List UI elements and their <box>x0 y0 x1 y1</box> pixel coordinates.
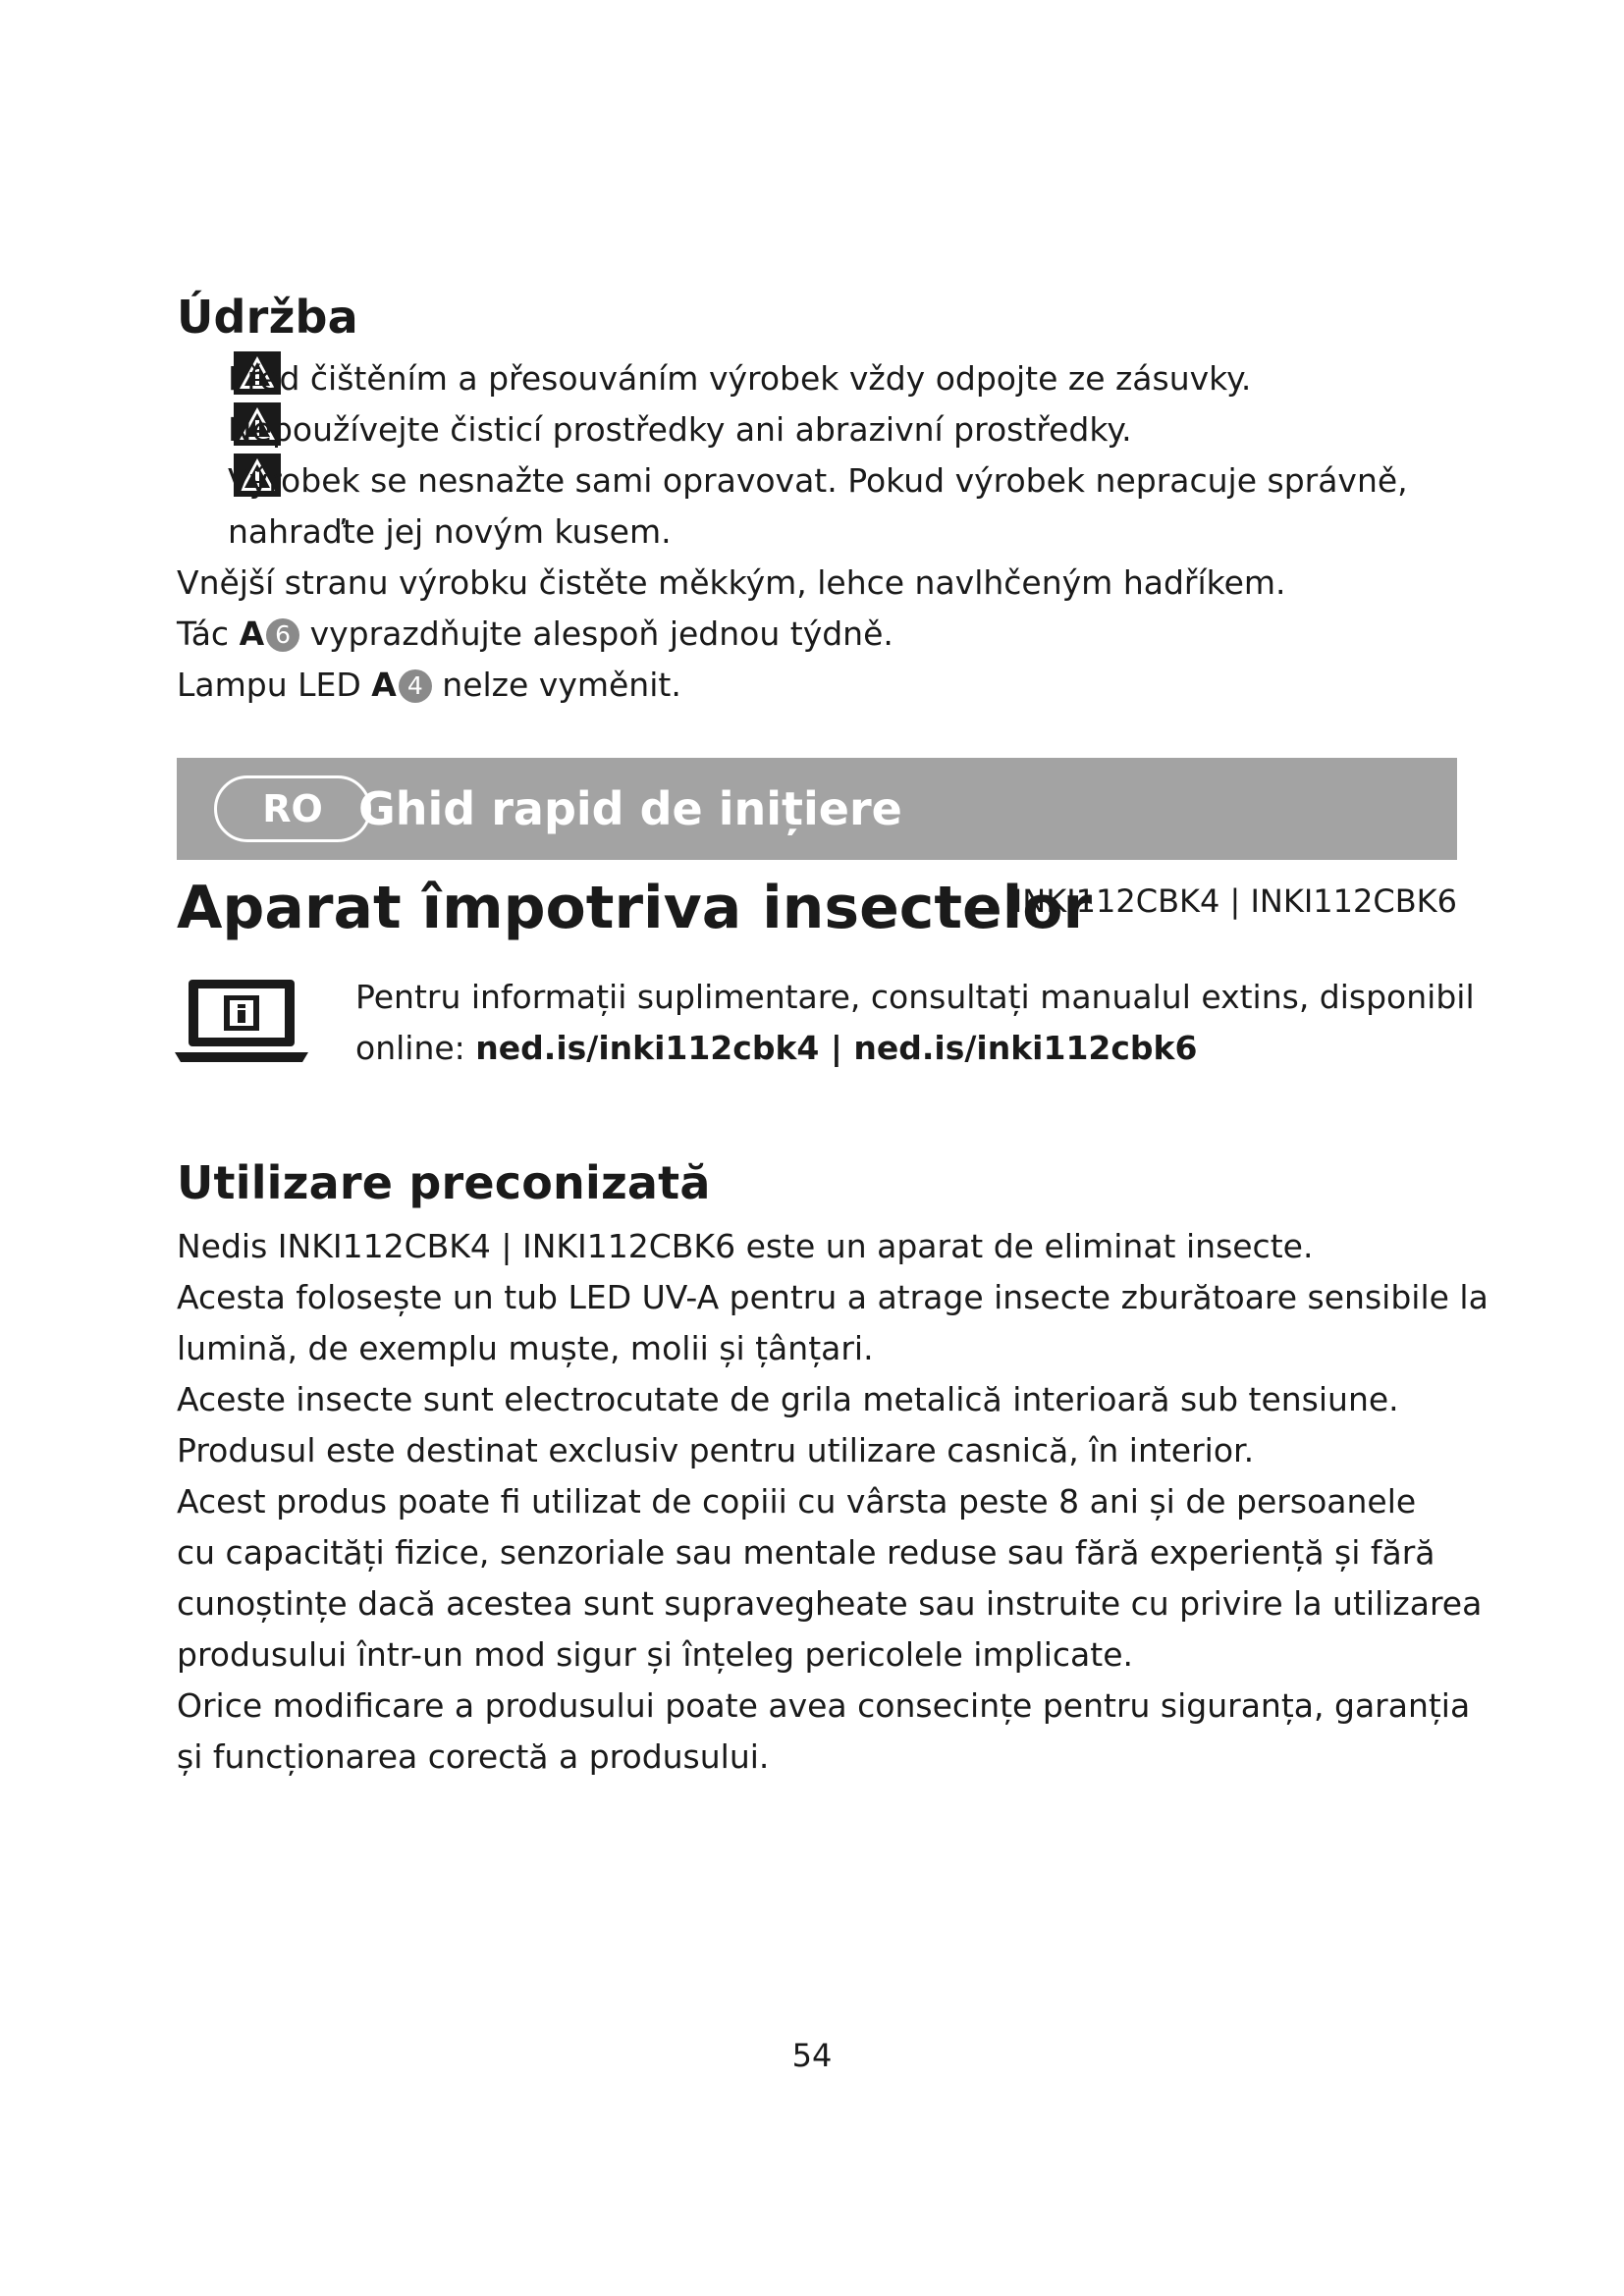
led-ref: A <box>371 666 397 704</box>
language-banner <box>177 758 1457 860</box>
tray-number-badge: 6 <box>266 618 299 652</box>
paragraph-line: Produsul este destinat exclusiv pentru utilizare casnică, în interior. <box>177 1431 1255 1469</box>
warning-text-3-continued: nahraďte jej novým kusem. <box>228 512 672 551</box>
banner-title: Ghid rapid de inițiere <box>358 782 902 835</box>
info-link[interactable]: ned.is/inki112cbk4 | ned.is/inki112cbk6 <box>475 1029 1198 1067</box>
warning-text-1: Před čištěním a přesouváním výrobek vždy odpojte ze zásuvky. <box>228 359 1252 398</box>
paragraph-line: și funcționarea corectă a produsului. <box>177 1737 770 1776</box>
info-line: Pentru informații suplimentare, consultați manualul extins, disponibil <box>355 978 1475 1016</box>
model-codes: INKI112CBK4 | INKI112CBK6 <box>1012 882 1457 920</box>
tray-ref: A <box>239 614 265 653</box>
product-title: Aparat împotriva insectelor <box>177 874 1093 942</box>
paragraph-line: lumină, de exemplu muște, molii și țânțari. <box>177 1329 874 1367</box>
led-number-badge: 4 <box>399 669 432 703</box>
led-text-pre: Lampu LED <box>177 666 372 704</box>
intended-use-heading: Utilizare preconizată <box>177 1156 711 1209</box>
tray-instruction <box>177 609 893 660</box>
warning-text-2: Nepoužívejte čisticí prostředky ani abrazivní prostředky. <box>228 410 1132 449</box>
paragraph-line: Aceste insecte sunt electrocutate de grila metalică interioară sub tensiune. <box>177 1380 1399 1418</box>
led-text-post: nelze vyměnit. <box>431 666 681 704</box>
language-code-badge: RO <box>214 775 371 842</box>
paragraph-line: Nedis INKI112CBK4 | INKI112CBK6 este un aparat de eliminat insecte. <box>177 1227 1314 1265</box>
paragraph-line: cunoștințe dacă acestea sunt supravegheate sau instruite cu privire la utilizarea <box>177 1584 1483 1623</box>
led-instruction <box>177 660 681 711</box>
warning-text-3: Výrobek se nesnažte sami opravovat. Pokud výrobek nepracuje správně, <box>228 461 1408 500</box>
paragraph-line: produsului într-un mod sigur și înțeleg pericolele implicate. <box>177 1635 1133 1674</box>
info-online-line <box>355 1023 1197 1074</box>
paragraph-line: Acesta folosește un tub LED UV-A pentru a atrage insecte zburătoare sensibile la <box>177 1278 1489 1316</box>
tray-text-post: vyprazdňujte alespoň jednou týdně. <box>299 614 893 653</box>
paragraph-line: Orice modificare a produsului poate avea consecințe pentru siguranța, garanția <box>177 1686 1471 1725</box>
laptop-info-icon <box>175 976 308 1066</box>
paragraph-line: Acest produs poate fi utilizat de copiii cu vârsta peste 8 ani și de persoanele <box>177 1482 1417 1521</box>
paragraph-line: cu capacități fizice, senzoriale sau mentale reduse sau fără experiență și fără <box>177 1533 1435 1572</box>
cleaning-instruction: Vnější stranu výrobku čistěte měkkým, lehce navlhčeným hadříkem. <box>177 563 1286 602</box>
info-online-label: online: <box>355 1029 476 1067</box>
page-number: 54 <box>791 2037 833 2074</box>
maintenance-heading: Údržba <box>177 291 358 344</box>
tray-text-pre: Tác <box>177 614 240 653</box>
